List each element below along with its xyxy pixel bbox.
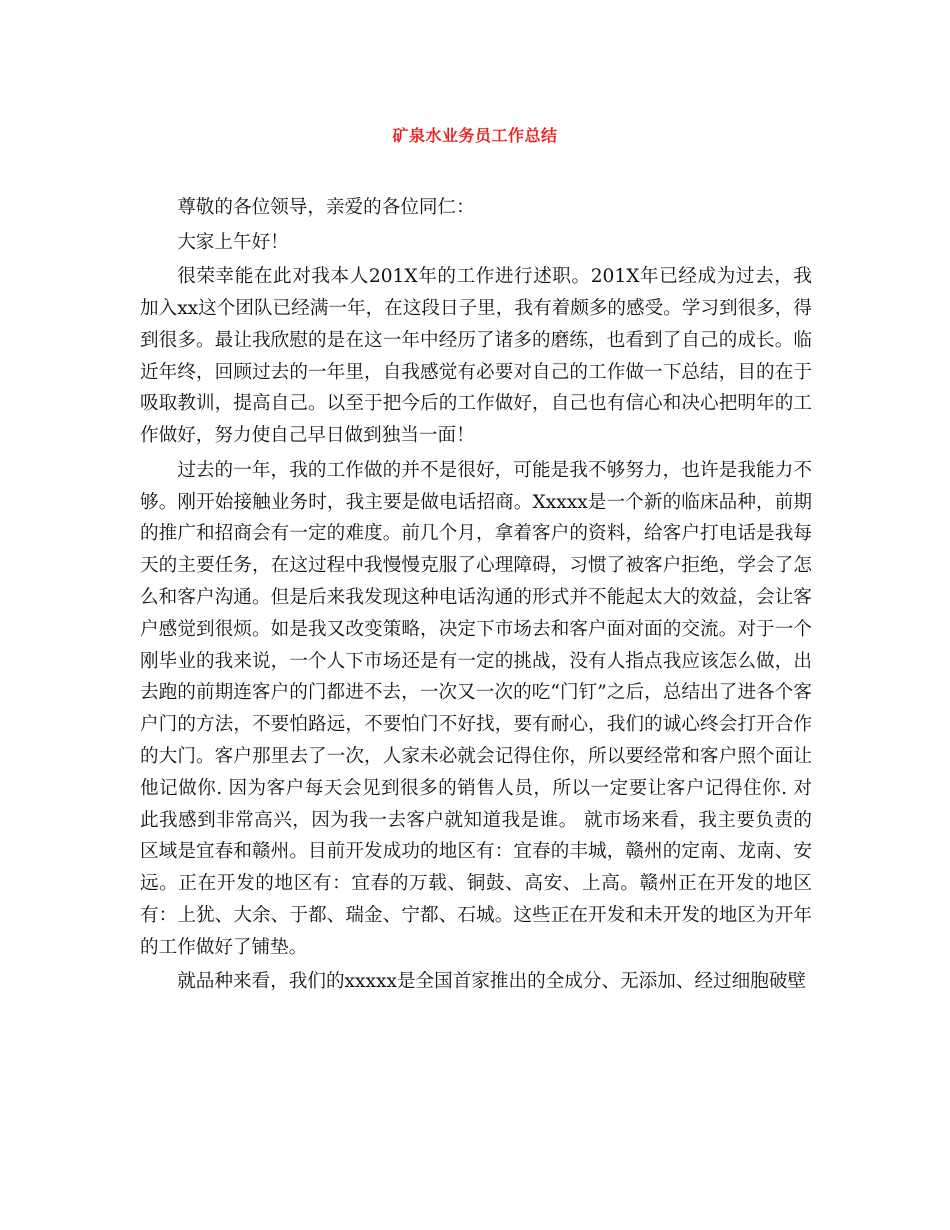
paragraph-work-review: 过去的一年，我的工作做的并不是很好，可能是我不够努力，也许是我能力不够。刚开始接触业务时，我主要是做电话招商。Xxxxx是一个新的临床品种，前期的推广和招商会有一定的难度。前几个月，拿着客户的资料，给客户打电话是我每天的主要任务，在这过程中我慢慢克服了心理障碍，习惯了被客户拒绝，学会了怎么和客户沟通。但是后来我发现这种电话沟通的形式并不能起太大的效益，会让客户感觉到很烦。如是我又改变策略，决定下市场去和客户面对面的交流。对于一个刚毕业的我来说，一个人下市场还是有一定的挑战，没有人指点我应该怎么做，出去跑的前期连客户的门都进不去，一次又一次的吃“门钉”之后，总结出了进各个客户门的方法，不要怕路远，不要怕门不好找，要有耐心，我们的诚心终会打开合作的大门。客户那里去了一次，人家未必就会记得住你，所以要经常和客户照个面让他记做你. 因为客户每天会见到很多的销售人员，所以一定要让客户记得住你. 对此我感到非常高兴，因为我一去客户就知道我是谁。 就市场来看，我主要负责的区域是宜春和赣州。目前开发成功的地区有：宜春的丰城，赣州的定南、龙南、安远。正在开发的地区有：宜春的万载、铜鼓、高安、上高。赣州正在开发的地区有：上犹、大余、于都、瑞金、宁都、石城。这些正在开发和未开发的地区为开年的工作做好了铺垫。 [140,459,812,958]
paragraph-product: 就品种来看，我们的xxxxx是全国首家推出的全成分、无添加、经过细胞破壁 [177,971,807,993]
paragraph-greeting: 大家上午好！ [177,231,289,253]
paragraph-introduction: 很荣幸能在此对我本人201X年的工作进行述职。201X年已经成为过去，我加入xx这个团队已经满一年，在这段日子里，我有着颇多的感受。学习到很多，得到很多。最让我欣慰的是在这一年中经历了诸多的磨练，也看到了自己的成长。临近年终，回顾过去的一年里，自我感觉有必要对自己的工作做一下总结，目的在于吸取教训，提高自己。以至于把今后的工作做好，自己也有信心和决心把明年的工作做好，努力使自己早日做到独当一面！ [140,266,812,447]
paragraph-salutation: 尊敬的各位领导，亲爱的各位同仁： [177,197,475,218]
document-title: 矿泉水业务员工作总结 [392,126,558,145]
document-body [140,192,812,998]
